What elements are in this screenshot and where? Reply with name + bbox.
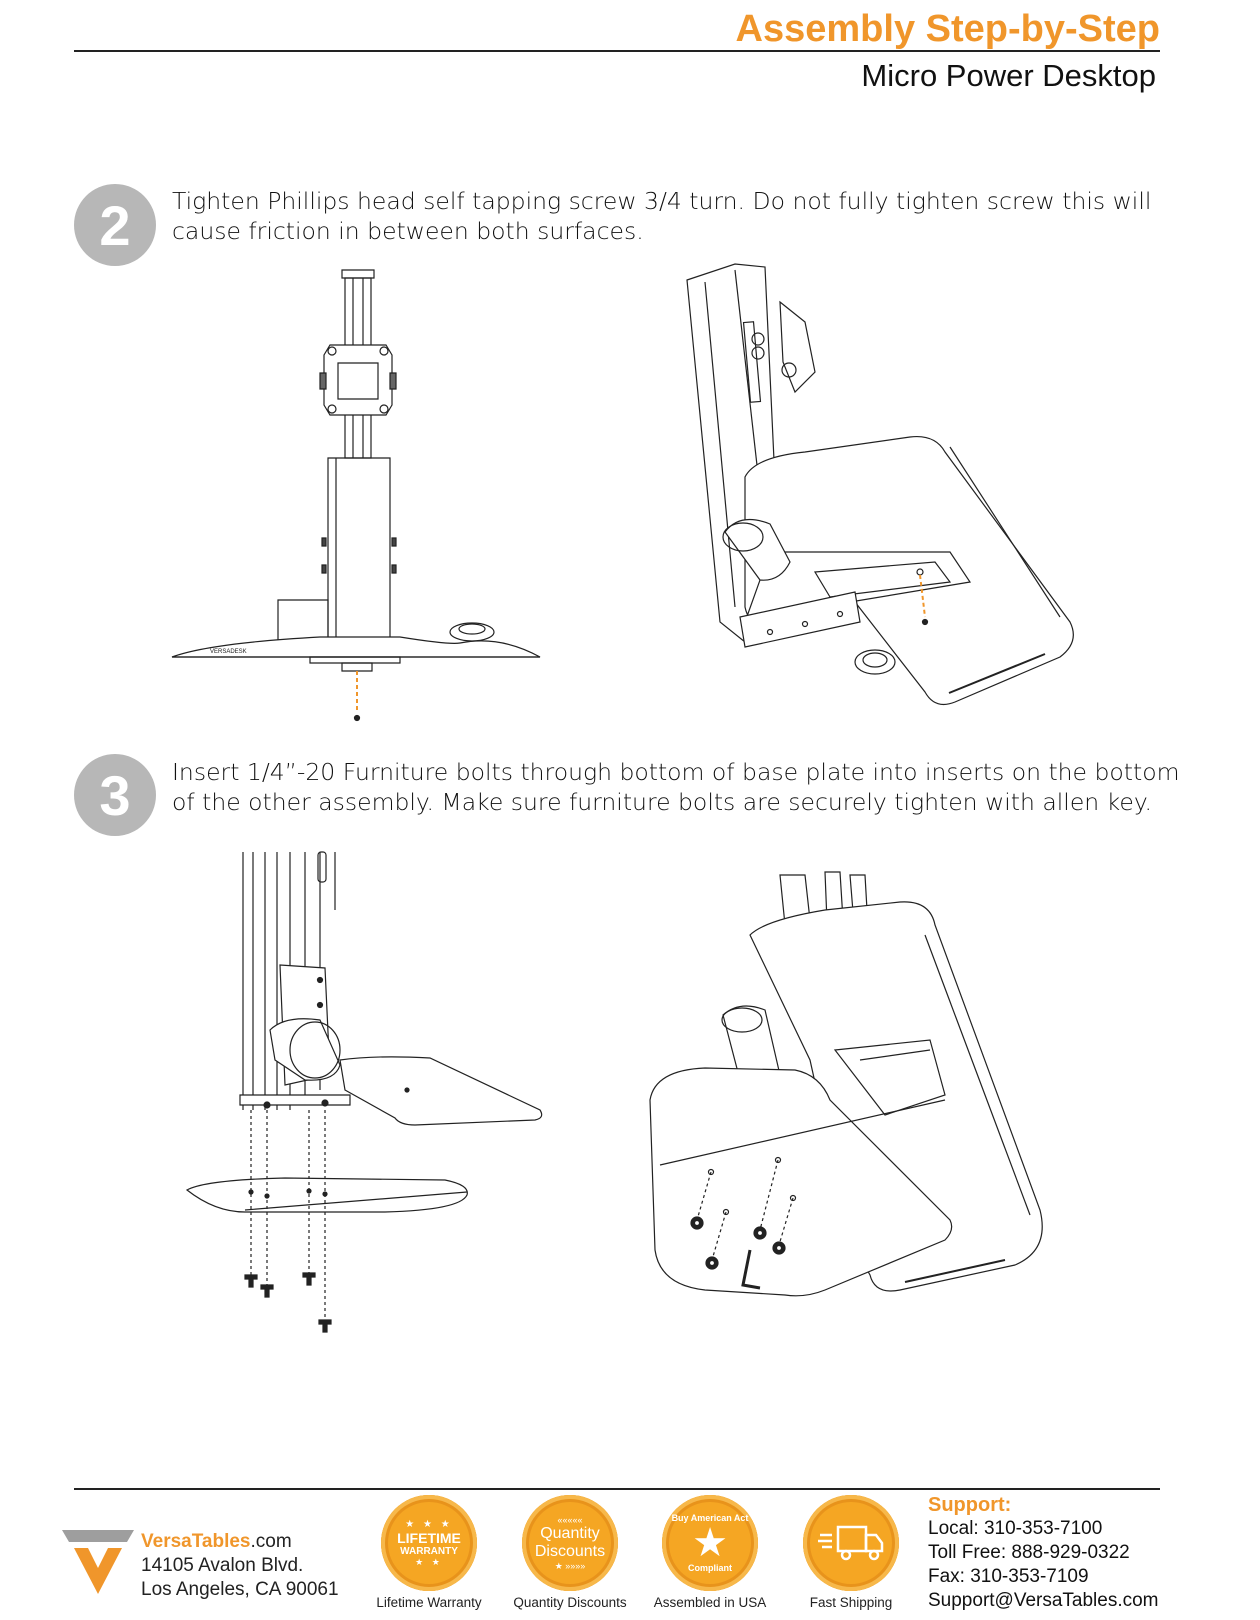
quantity-discounts-caption: Quantity Discounts — [513, 1595, 627, 1610]
assembled-in-usa-caption: Assembled in USA — [653, 1595, 767, 1610]
step-3-angled-view-illustration — [645, 870, 1055, 1310]
step-2-text-line-1: Tighten Phillips head self tapping screw 3/4 turn. Do not fully tighten screw this will — [172, 187, 1152, 215]
step-3-number: 3 — [99, 763, 131, 827]
support-fax: Fax: 310-353-7109 — [928, 1566, 1089, 1587]
footer-divider — [74, 1488, 1160, 1490]
address-line-2: Los Angeles, CA 90061 — [141, 1579, 339, 1600]
company-website[interactable]: VersaTables.com — [141, 1531, 292, 1552]
step-2-front-view-illustration — [170, 265, 550, 725]
header-divider — [74, 50, 1160, 52]
company-address — [141, 1530, 339, 1602]
step-3-instructions — [172, 757, 1212, 817]
support-email-link[interactable]: Support@VersaTables.com — [928, 1590, 1159, 1611]
address-line-1: 14105 Avalon Blvd. — [141, 1555, 304, 1576]
step-2-instructions — [172, 186, 1172, 246]
step-2-number-badge — [74, 184, 156, 266]
step-2-number: 2 — [99, 193, 131, 257]
support-toll-free-phone[interactable]: Toll Free: 888-929-0322 — [928, 1542, 1130, 1563]
fast-shipping-truck-icon — [803, 1495, 899, 1591]
support-local-phone[interactable]: Local: 310-353-7100 — [928, 1518, 1103, 1539]
step-2-text-line-2: cause friction in between both surfaces. — [172, 217, 644, 245]
buy-american-act-badge-icon: Buy American Act ★ Compliant — [662, 1495, 758, 1591]
fast-shipping-caption: Fast Shipping — [809, 1595, 893, 1610]
quantity-discounts-badge-icon: ««««« Quantity Discounts ★ »»»» — [522, 1495, 618, 1591]
page-subtitle: Micro Power Desktop — [861, 58, 1156, 93]
support-title: Support: — [928, 1494, 1012, 1516]
page-title: Assembly Step-by-Step — [735, 8, 1160, 50]
step-3-text-line-2: of the other assembly. Make sure furniture bolts are securely tighten with allen key. — [172, 788, 1152, 816]
step-3-underside-illustration — [185, 850, 555, 1340]
lifetime-warranty-badge-icon: ★ ★ ★ LIFETIME WARRANTY ★ ★ — [381, 1495, 477, 1591]
step-3-number-badge — [74, 754, 156, 836]
step-3-text-line-1: Insert 1/4”-20 Furniture bolts through bottom of base plate into inserts on the bottom — [172, 758, 1180, 786]
lifetime-warranty-caption: Lifetime Warranty — [376, 1595, 482, 1610]
base-brand-label: VERSADESK — [210, 649, 247, 655]
versatables-logo-icon — [62, 1530, 134, 1596]
step-2-side-view-illustration — [685, 262, 1105, 732]
support-contact-block — [928, 1494, 1159, 1613]
